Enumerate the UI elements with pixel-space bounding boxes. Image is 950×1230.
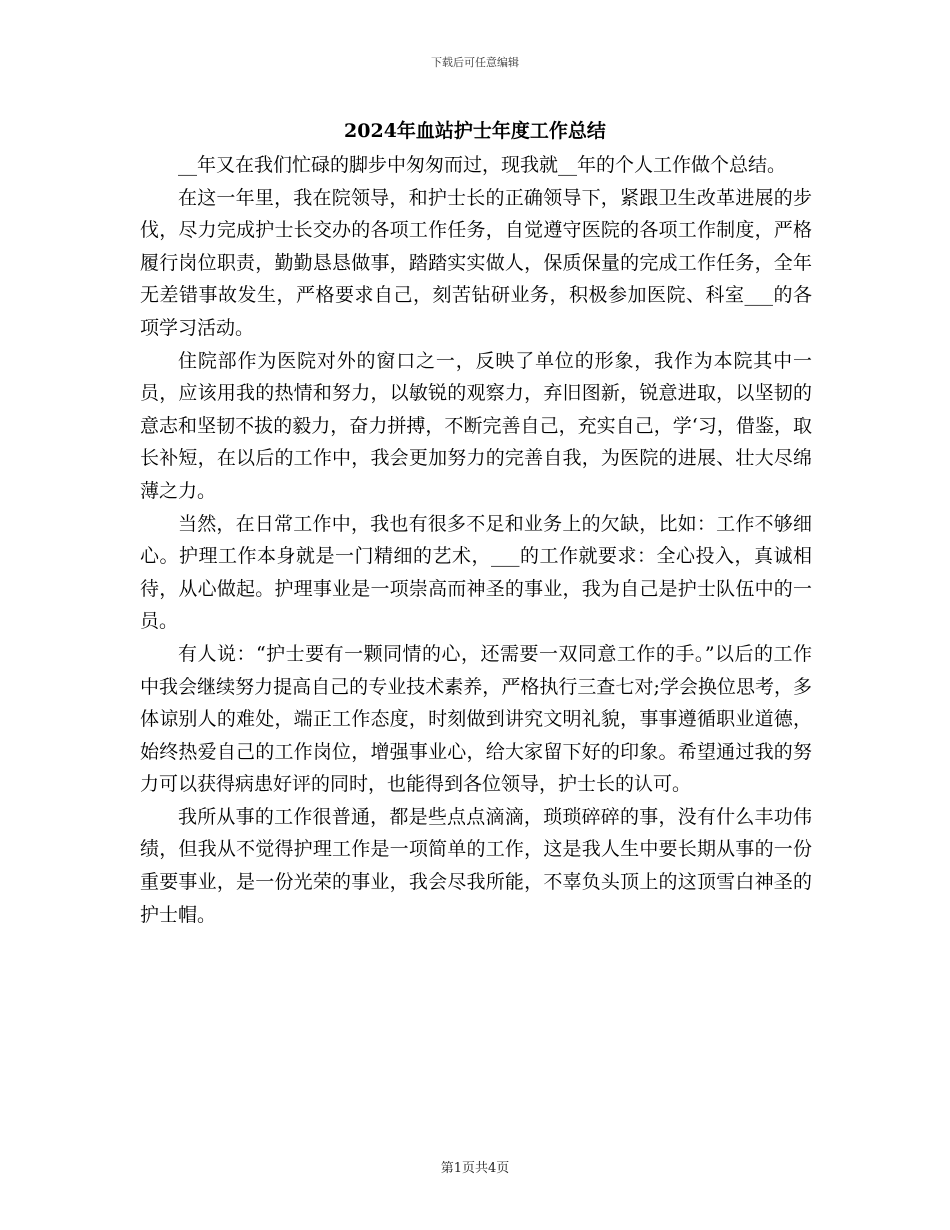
paragraph: 在这一年里，我在院领导，和护士长的正确领导下，紧跟卫生改革进展的步伐，尽力完成护士长交办的各项工作任务，自觉遵守医院的各项工作制度，严格履行岗位职责，勤勤恳恳做事，踏踏实实做人，保质保量的完成工作任务，全年无差错事故发生，严格要求自己，刻苦钻研业务，积极参加医院、科室___的各项学习活动。 (140, 186, 812, 339)
paragraph: __年又在我们忙碌的脚步中匆匆而过，现我就__年的个人工作做个总结。 (178, 154, 787, 176)
paragraph: 有人说：“护士要有一颗同情的心，还需要一双同意工作的手。”以后的工作中我会继续努力提高自己的专业技术素养，严格执行三查七对;学会换位思考，多体谅别人的难处，端正工作态度，时刻做到讲究文明礼貌，事事遵循职业道德，始终热爱自己的工作岗位，增强事业心，给大家留下好的印象。希望通过我的努力可以获得病患好评的同时，也能得到各位领导，护士长的认可。 (140, 642, 812, 796)
paragraph: 住院部作为医院对外的窗口之一，反映了单位的形象，我作为本院其中一员，应该用我的热情和努力，以敏锐的观察力，弃旧图新，锐意进取，以坚韧的意志和坚韧不拔的毅力，奋力拼搏，不断完善自己，充实自己，学‘习，借鉴，取长补短，在以后的工作中，我会更加努力的完善自我，为医院的进展、壮大尽绵薄之力。 (140, 349, 812, 502)
page-number: 第1页共4页 (440, 1161, 510, 1176)
document-title: 2024年血站护士年度工作总结 (344, 120, 606, 142)
document-body (140, 149, 812, 931)
page-header-note: 下载后可任意编辑 (431, 56, 519, 69)
paragraph: 我所从事的工作很普通，都是些点点滴滴，琐琐碎碎的事，没有什么丰功伟绩，但我从不觉得护理工作是一项简单的工作，这是我人生中要长期从事的一份重要事业，是一份光荣的事业，我会尽我所能，不辜负头顶上的这顶雪白神圣的护士帽。 (140, 805, 812, 926)
paragraph: 当然，在日常工作中，我也有很多不足和业务上的欠缺，比如：工作不够细心。护理工作本身就是一门精细的艺术，___的工作就要求：全心投入，真诚相待，从心做起。护理事业是一项崇高而神圣的事业，我为自己是护士队伍中的一员。 (140, 512, 812, 633)
